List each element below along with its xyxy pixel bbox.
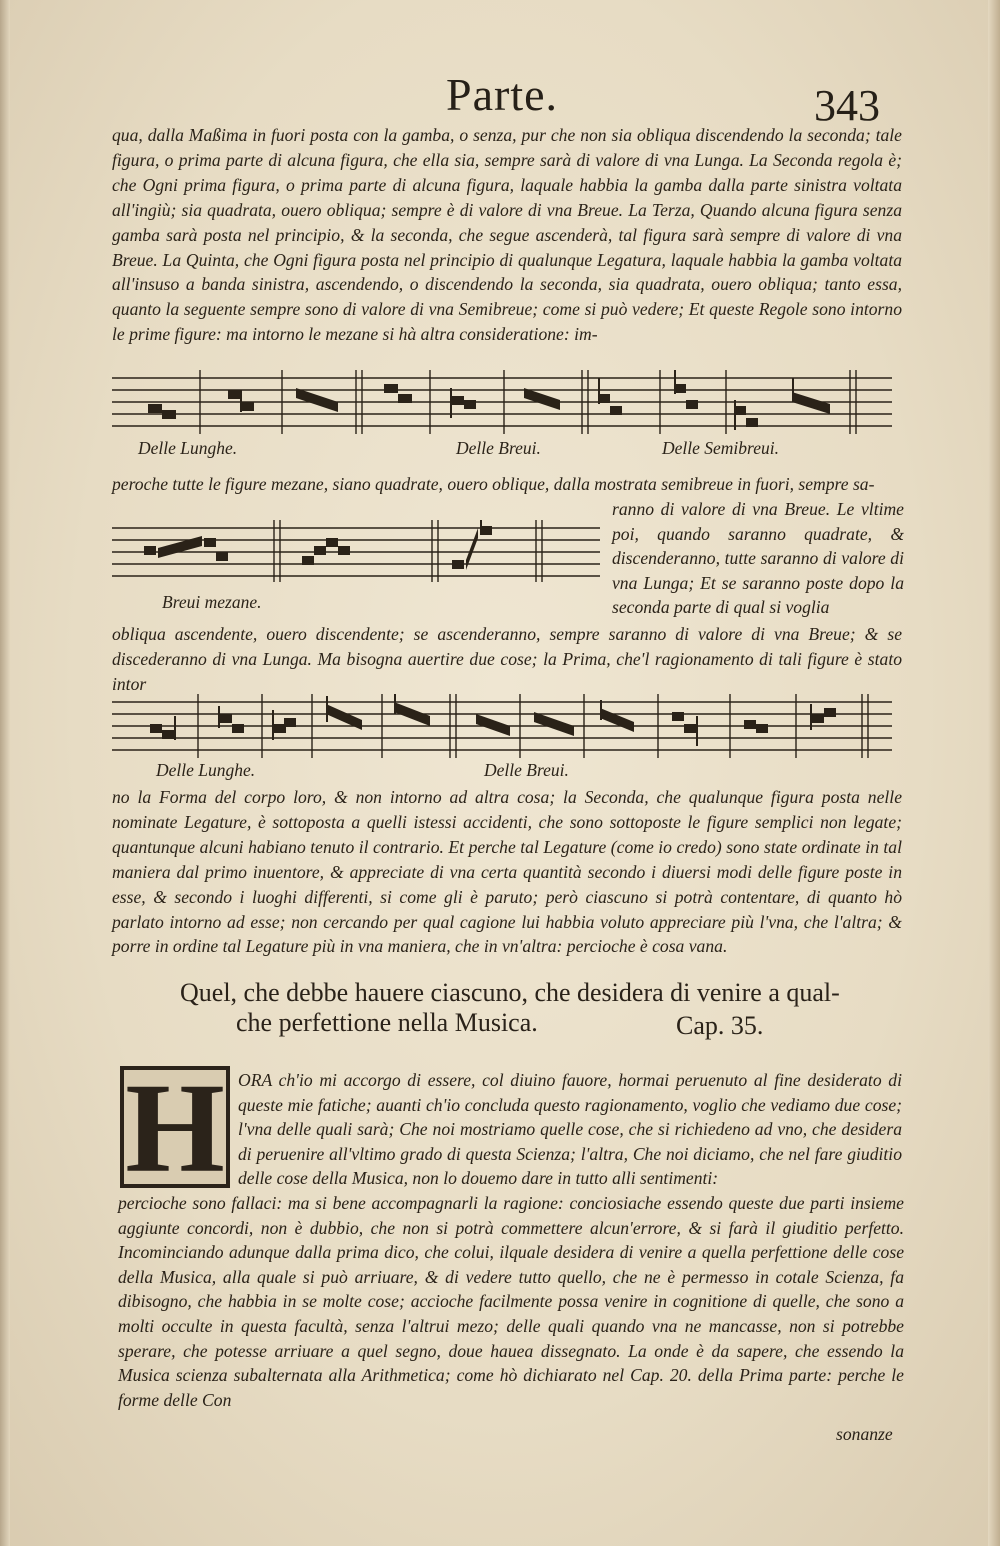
paragraph-mezane: [112, 472, 902, 497]
paragraph-rules: [112, 123, 902, 347]
paragraph-text: no la Forma del corpo loro, & non intorno ad altra cosa; la Seconda, che qualunque figura posta nelle nominate Legature, è sottoposta a quelli istessi accidenti, che sono sottoposte le figure semplici non legate; quantunque alcuni habiano tenuto il contrario. Et perche tal Legature (come io credo) sono state ordinate in tal maniera dal primo inuentore, & appreciate di vna certa quantità secondo i diuersi modi delle figure poste in esse, & secondo i luoghi differenti, si come gli è paruto; però ciascuno si potrà contentare, di quanto hò parlato intorno ad esse; non cercando per qual cagione lui habbia voluto appreciare più l'vna, che l'altra; & porre in ordine tal Legature più in vna maniera, che in vn'altra: percioche è cosa vana.: [112, 787, 902, 957]
chapter-heading: [180, 978, 900, 1038]
paragraph-obliqua: [112, 622, 902, 697]
chapter-heading-line2: che perfettione nella Musica.: [236, 1008, 538, 1037]
chapter-heading-line1: Quel, che debbe hauere ciascuno, che desidera di venire a qual-: [180, 978, 840, 1007]
music-example-ligatures-2: [112, 694, 892, 760]
caption-lunghe-2: Delle Lunghe.: [156, 760, 256, 780]
decorated-initial-letter: H: [125, 1057, 225, 1199]
caption-semibreui: Delle Semibreui.: [662, 438, 779, 458]
running-head: Parte.: [446, 69, 559, 120]
staff-ligatures-1: [112, 370, 892, 436]
paragraph-chapter-opening: ORA ch'io mi accorgo di essere, col diuino fauore, hormai peruenuto al fine desiderato di queste mie fatiche; auanti ch'io concluda questo ragionamento, voglio che vediamo due cose; l'vna delle quali sarà; Che noi mostriamo quelle cose, che si richiedeno ad vno, che desidera di peruenire all'vltimo grado di questa Scienza; l'altra, Che noi diciamo, che nel fare giuditio delle cose della Musica, non lo douemo dare in tutto alli sentimenti:: [238, 1070, 902, 1189]
page-number: 343: [814, 81, 880, 130]
caption-breui-mezane: Breui mezane.: [162, 592, 262, 612]
decorated-initial-field: [124, 1057, 226, 1199]
music-example-ligatures-1: [112, 370, 892, 436]
page-edge-right: [988, 0, 1000, 1546]
paragraph-text: qua, dalla Maßima in fuori posta con la gamba, o senza, pur che non sia obliqua discendendo la seconda; tale figura, o prima parte di alcuna figura, che ella sia, sempre sarà di valore di vna Lunga. La Seconda regola è; che Ogni prima figura, o prima parte di alcuna figura, laquale habbia la gamba dalla parte sinistra voltata all'ingiù; sia quadrata, ouero obliqua; sempre è di valore di vna Breue. La Terza, Quando alcuna figura senza gamba sarà posta nel principio, & la seconda, che segue ascenderà, tal figura sarà sempre di valore di vna Breue. La Quinta, che Ogni figura posta nel principio di qualunque Legatura, laquale habbia la gamba voltata all'insuso a banda sinistra, ascendendo, o discendendo la seconda, sia quadrata, ouero obliqua; tanto essa, quanto la seguente sempre sono di valore di vna Semibreue; come si può vedere; Et queste Regole sono intorno le prime figure: ma intorno le mezane si hà altra consideratione: im-: [112, 125, 902, 345]
catchword: sonanze: [836, 1424, 893, 1444]
chapter-number: Cap. 35.: [676, 1011, 764, 1040]
page-edge-left: [0, 0, 10, 1546]
paragraph-forma: [112, 785, 902, 959]
paragraph-text: obliqua ascendente, ouero discendente; se ascenderanno, sempre saranno di valore di vna Breue; & se discederanno di vna Lunga. Ma bisogna auertire due cose; la Prima, che'l ragionamento di tali figure è stato intor: [112, 624, 902, 694]
paragraph-text: peroche tutte le figure mezane, siano quadrate, ouero oblique, dalla mostrata semibreue in fuori, sempre sa-: [112, 474, 875, 494]
caption-lunghe: Delle Lunghe.: [138, 438, 238, 458]
caption-breui-2: Delle Breui.: [484, 760, 569, 780]
staff-ligatures-2: [112, 694, 892, 760]
paragraph-chapter-continued: percioche sono fallaci: ma si bene accompagnarli la ragione: conciosiache essendo queste due parti insieme aggiunte concordi, non è dubbio, che non si potrà commettere alcun'errore, & si farà il giuditio perfetto. Incominciando adunque dalla prima dico, che colui, ilquale desidera di venire a quella perfettione delle cose della Musica, alla quale si può arriuare, & di vedere tutto quello, che ne è permesso in cotale Scienza, fa dibisogno, che habbia in se molte cose; accioche facilmente possa venire in cognitione di quelle, che sono a molti occulte in questa facultà, senza l'altrui mezo; delle quali quando vna ne mancasse, non si potrebbe sperare, che potesse arriuare a quel segno, doue hauea dissegnato. La onde è da sapere, che essendo la Musica scienza subalternata alla Arithmetica; come hò dichiarato nel Cap. 20. della Prima parte: perche le forme delle Con: [118, 1193, 904, 1410]
staff-breui-mezane: [112, 520, 600, 582]
paragraph-side-text: ranno di valore di vna Breue. Le vltime poi, quando saranno quadrate, & discenderanno, tutte saranno di valore di vna Lunga; Et se saranno poste dopo la seconda parte di qual si voglia: [612, 499, 904, 617]
decorated-initial: [120, 1057, 230, 1199]
caption-breui: Delle Breui.: [456, 438, 541, 458]
music-example-breui-mezane: [112, 520, 600, 582]
